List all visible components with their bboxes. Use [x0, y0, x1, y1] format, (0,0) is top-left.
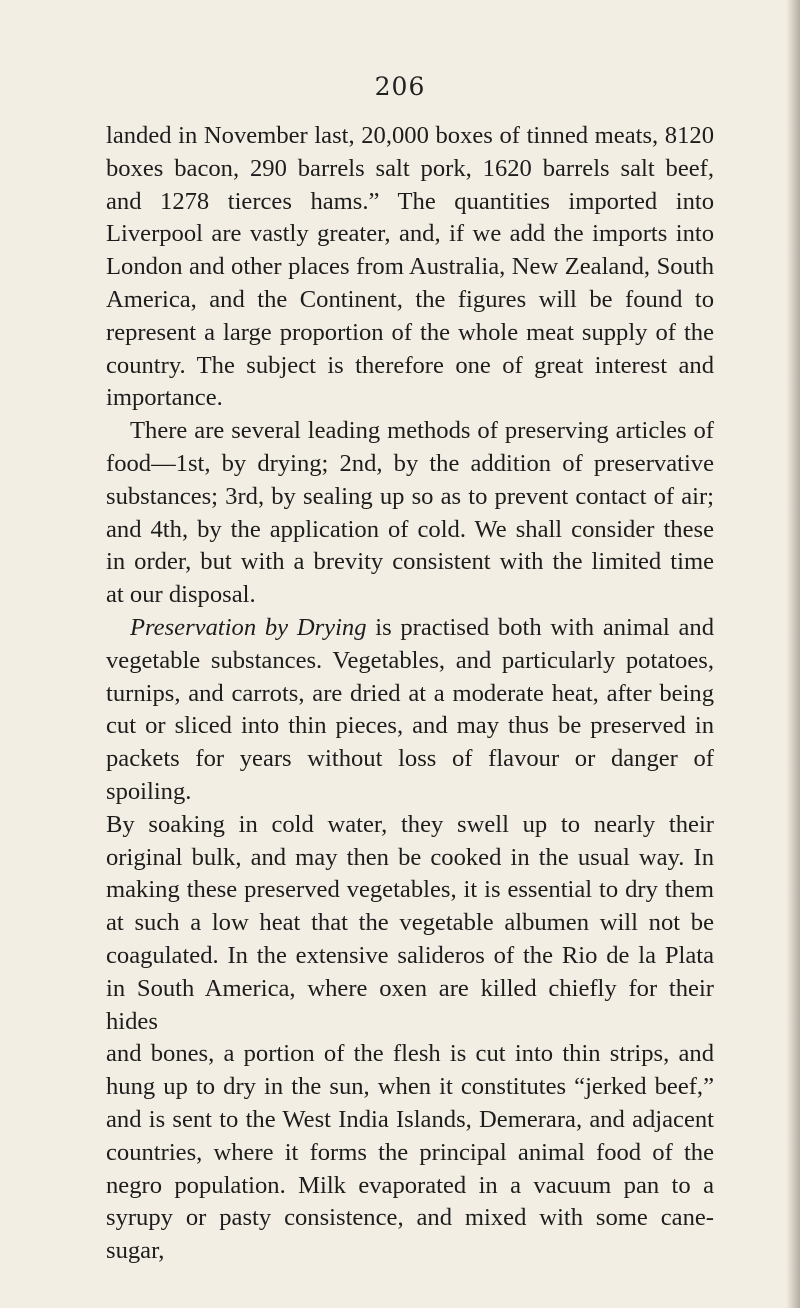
text-line: and bones, a portion of the flesh is cut into thin strips, and: [106, 1040, 714, 1068]
text-line: and is sent to the West India Islands, Demerara, and adjacent: [106, 1105, 714, 1133]
text-line: boxes bacon, 290 barrels salt pork, 1620 barrels salt beef,: [106, 154, 714, 182]
text-line: vegetable substances. Vegetables, and particularly potatoes,: [106, 646, 714, 674]
text-line: importance.: [106, 384, 223, 412]
section-heading-italic: Preservation by Drying: [130, 613, 367, 641]
text-line: at our disposal.: [106, 581, 256, 609]
text-line: London and other places from Australia, New Zealand, South: [106, 253, 714, 281]
page-number: 206: [374, 72, 426, 101]
text-line: at such a low heat that the vegetable albumen will not be: [106, 909, 714, 937]
text-line: and 1278 tierces hams.” The quantities imported into: [106, 187, 714, 215]
text-line: Liverpool are vastly greater, and, if we add the imports into: [106, 220, 714, 248]
text-line: original bulk, and may then be cooked in the usual way. In: [106, 843, 714, 871]
text-run: is practised both with animal and: [366, 613, 714, 641]
text-line: packets for years without loss of flavour or danger of spoiling.: [106, 745, 714, 805]
paragraph-3: [106, 612, 714, 1268]
text-line: food—1st, by drying; 2nd, by the addition of preservative: [106, 449, 714, 477]
text-line: cut or sliced into thin pieces, and may thus be preserved in: [106, 712, 714, 740]
text-line: turnips, and carrots, are dried at a moderate heat, after being: [106, 679, 714, 707]
text-line: landed in November last, 20,000 boxes of tinned meats, 8120: [106, 122, 714, 149]
text-line: and 4th, by the application of cold. We shall consider these: [106, 515, 714, 543]
text-line: coagulated. In the extensive salideros of the Rio de la Plata: [106, 941, 714, 969]
body-text: [106, 120, 714, 1268]
page-edge-shadow: [786, 0, 800, 1308]
text-line: hung up to dry in the sun, when it constitutes “jerked beef,”: [106, 1073, 714, 1101]
text-line: America, and the Continent, the figures will be found to: [106, 285, 714, 313]
text-line: in South America, where oxen are killed chiefly for their hides: [106, 974, 714, 1035]
text-line: [106, 612, 714, 645]
text-line: By soaking in cold water, they swell up to nearly their: [106, 810, 714, 838]
text-line: in order, but with a brevity consistent with the limited time: [106, 548, 714, 576]
paragraph-2: [106, 415, 714, 612]
text-line: There are several leading methods of preserving articles of: [130, 417, 714, 445]
text-line: negro population. Milk evaporated in a vacuum pan to a: [106, 1171, 714, 1199]
text-line: making these preserved vegetables, it is essential to dry them: [106, 876, 714, 904]
text-line: country. The subject is therefore one of great interest and: [106, 351, 714, 379]
text-line: represent a large proportion of the whole meat supply of the: [106, 318, 714, 346]
text-line: substances; 3rd, by sealing up so as to prevent contact of air;: [106, 482, 714, 510]
text-line: countries, where it forms the principal animal food of the: [106, 1138, 714, 1166]
paragraph-1: [106, 120, 714, 415]
text-line: syrupy or pasty consistence, and mixed with some cane-sugar,: [106, 1204, 714, 1265]
